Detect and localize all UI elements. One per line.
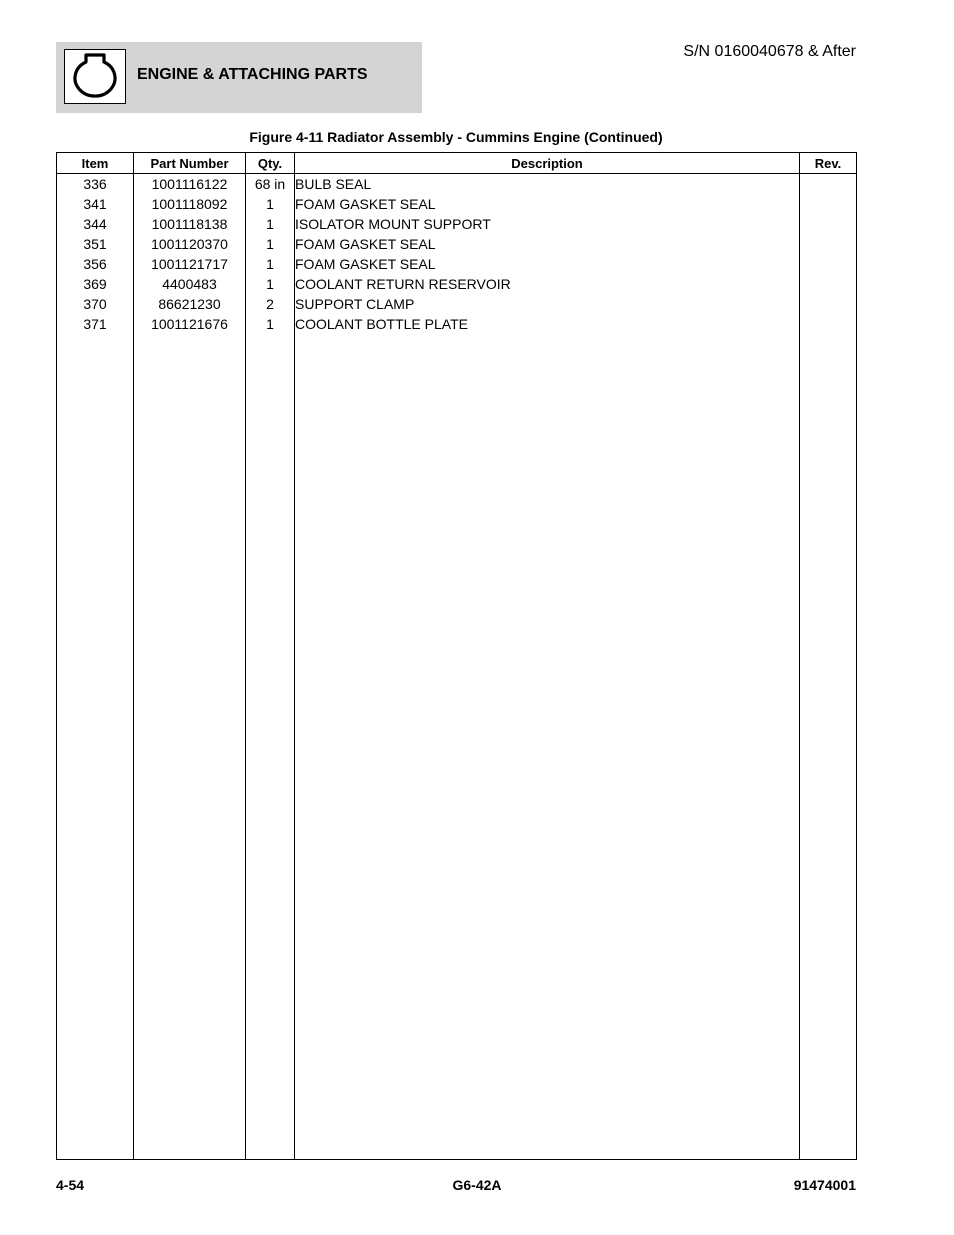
item-cell: 370 <box>57 294 134 314</box>
rev-cell <box>800 294 857 314</box>
rev-cell <box>800 214 857 234</box>
rev-cell <box>800 254 857 274</box>
filler-cell <box>246 334 295 1160</box>
column-header-description: Description <box>295 153 800 174</box>
item-cell: 336 <box>57 174 134 195</box>
section-title: ENGINE & ATTACHING PARTS <box>137 66 368 83</box>
description-cell: FOAM GASKET SEAL <box>295 194 800 214</box>
table-row <box>57 174 857 195</box>
table-row <box>57 274 857 294</box>
column-header-qty: Qty. <box>246 153 295 174</box>
qty-cell: 1 <box>246 194 295 214</box>
column-header-rev: Rev. <box>800 153 857 174</box>
engine-section-icon-box <box>64 49 126 104</box>
part-number-cell: 1001118092 <box>134 194 246 214</box>
description-cell: SUPPORT CLAMP <box>295 294 800 314</box>
item-cell: 351 <box>57 234 134 254</box>
filler-cell <box>800 334 857 1160</box>
description-cell: FOAM GASKET SEAL <box>295 234 800 254</box>
part-number-cell: 1001121676 <box>134 314 246 334</box>
rev-cell <box>800 234 857 254</box>
document-number: 91474001 <box>793 1177 856 1193</box>
part-number-cell: 1001120370 <box>134 234 246 254</box>
table-row <box>57 294 857 314</box>
item-cell: 344 <box>57 214 134 234</box>
filler-cell <box>134 334 246 1160</box>
qty-cell: 1 <box>246 274 295 294</box>
item-cell: 341 <box>57 194 134 214</box>
part-number-cell: 4400483 <box>134 274 246 294</box>
qty-cell: 2 <box>246 294 295 314</box>
item-cell: 356 <box>57 254 134 274</box>
description-cell: COOLANT BOTTLE PLATE <box>295 314 800 334</box>
section-header-band <box>56 42 422 113</box>
item-cell: 371 <box>57 314 134 334</box>
table-row <box>57 214 857 234</box>
column-header-part-number: Part Number <box>134 153 246 174</box>
item-cell: 369 <box>57 274 134 294</box>
filler-cell <box>57 334 134 1160</box>
model-number: G6-42A <box>452 1177 502 1193</box>
qty-cell: 1 <box>246 254 295 274</box>
engine-section-icon <box>65 50 125 103</box>
column-header-item: Item <box>57 153 134 174</box>
rev-cell <box>800 174 857 195</box>
table-row <box>57 254 857 274</box>
serial-number: S/N 0160040678 & After <box>683 43 856 60</box>
table-row <box>57 314 857 334</box>
table-filler-row <box>57 334 857 1160</box>
filler-cell <box>295 334 800 1160</box>
qty-cell: 1 <box>246 314 295 334</box>
rev-cell <box>800 274 857 294</box>
rev-cell <box>800 194 857 214</box>
rev-cell <box>800 314 857 334</box>
parts-table <box>56 152 857 1160</box>
qty-cell: 1 <box>246 214 295 234</box>
part-number-cell: 86621230 <box>134 294 246 314</box>
qty-cell: 1 <box>246 234 295 254</box>
part-number-cell: 1001116122 <box>134 174 246 195</box>
description-cell: FOAM GASKET SEAL <box>295 254 800 274</box>
table-row <box>57 234 857 254</box>
table-row <box>57 194 857 214</box>
part-number-cell: 1001121717 <box>134 254 246 274</box>
description-cell: COOLANT RETURN RESERVOIR <box>295 274 800 294</box>
qty-cell: 68 in <box>246 174 295 195</box>
part-number-cell: 1001118138 <box>134 214 246 234</box>
page-number: 4-54 <box>56 1177 85 1193</box>
description-cell: BULB SEAL <box>295 174 800 195</box>
table-header-row <box>57 153 857 174</box>
description-cell: ISOLATOR MOUNT SUPPORT <box>295 214 800 234</box>
figure-caption: Figure 4-11 Radiator Assembly - Cummins Engine (Continued) <box>249 129 663 145</box>
